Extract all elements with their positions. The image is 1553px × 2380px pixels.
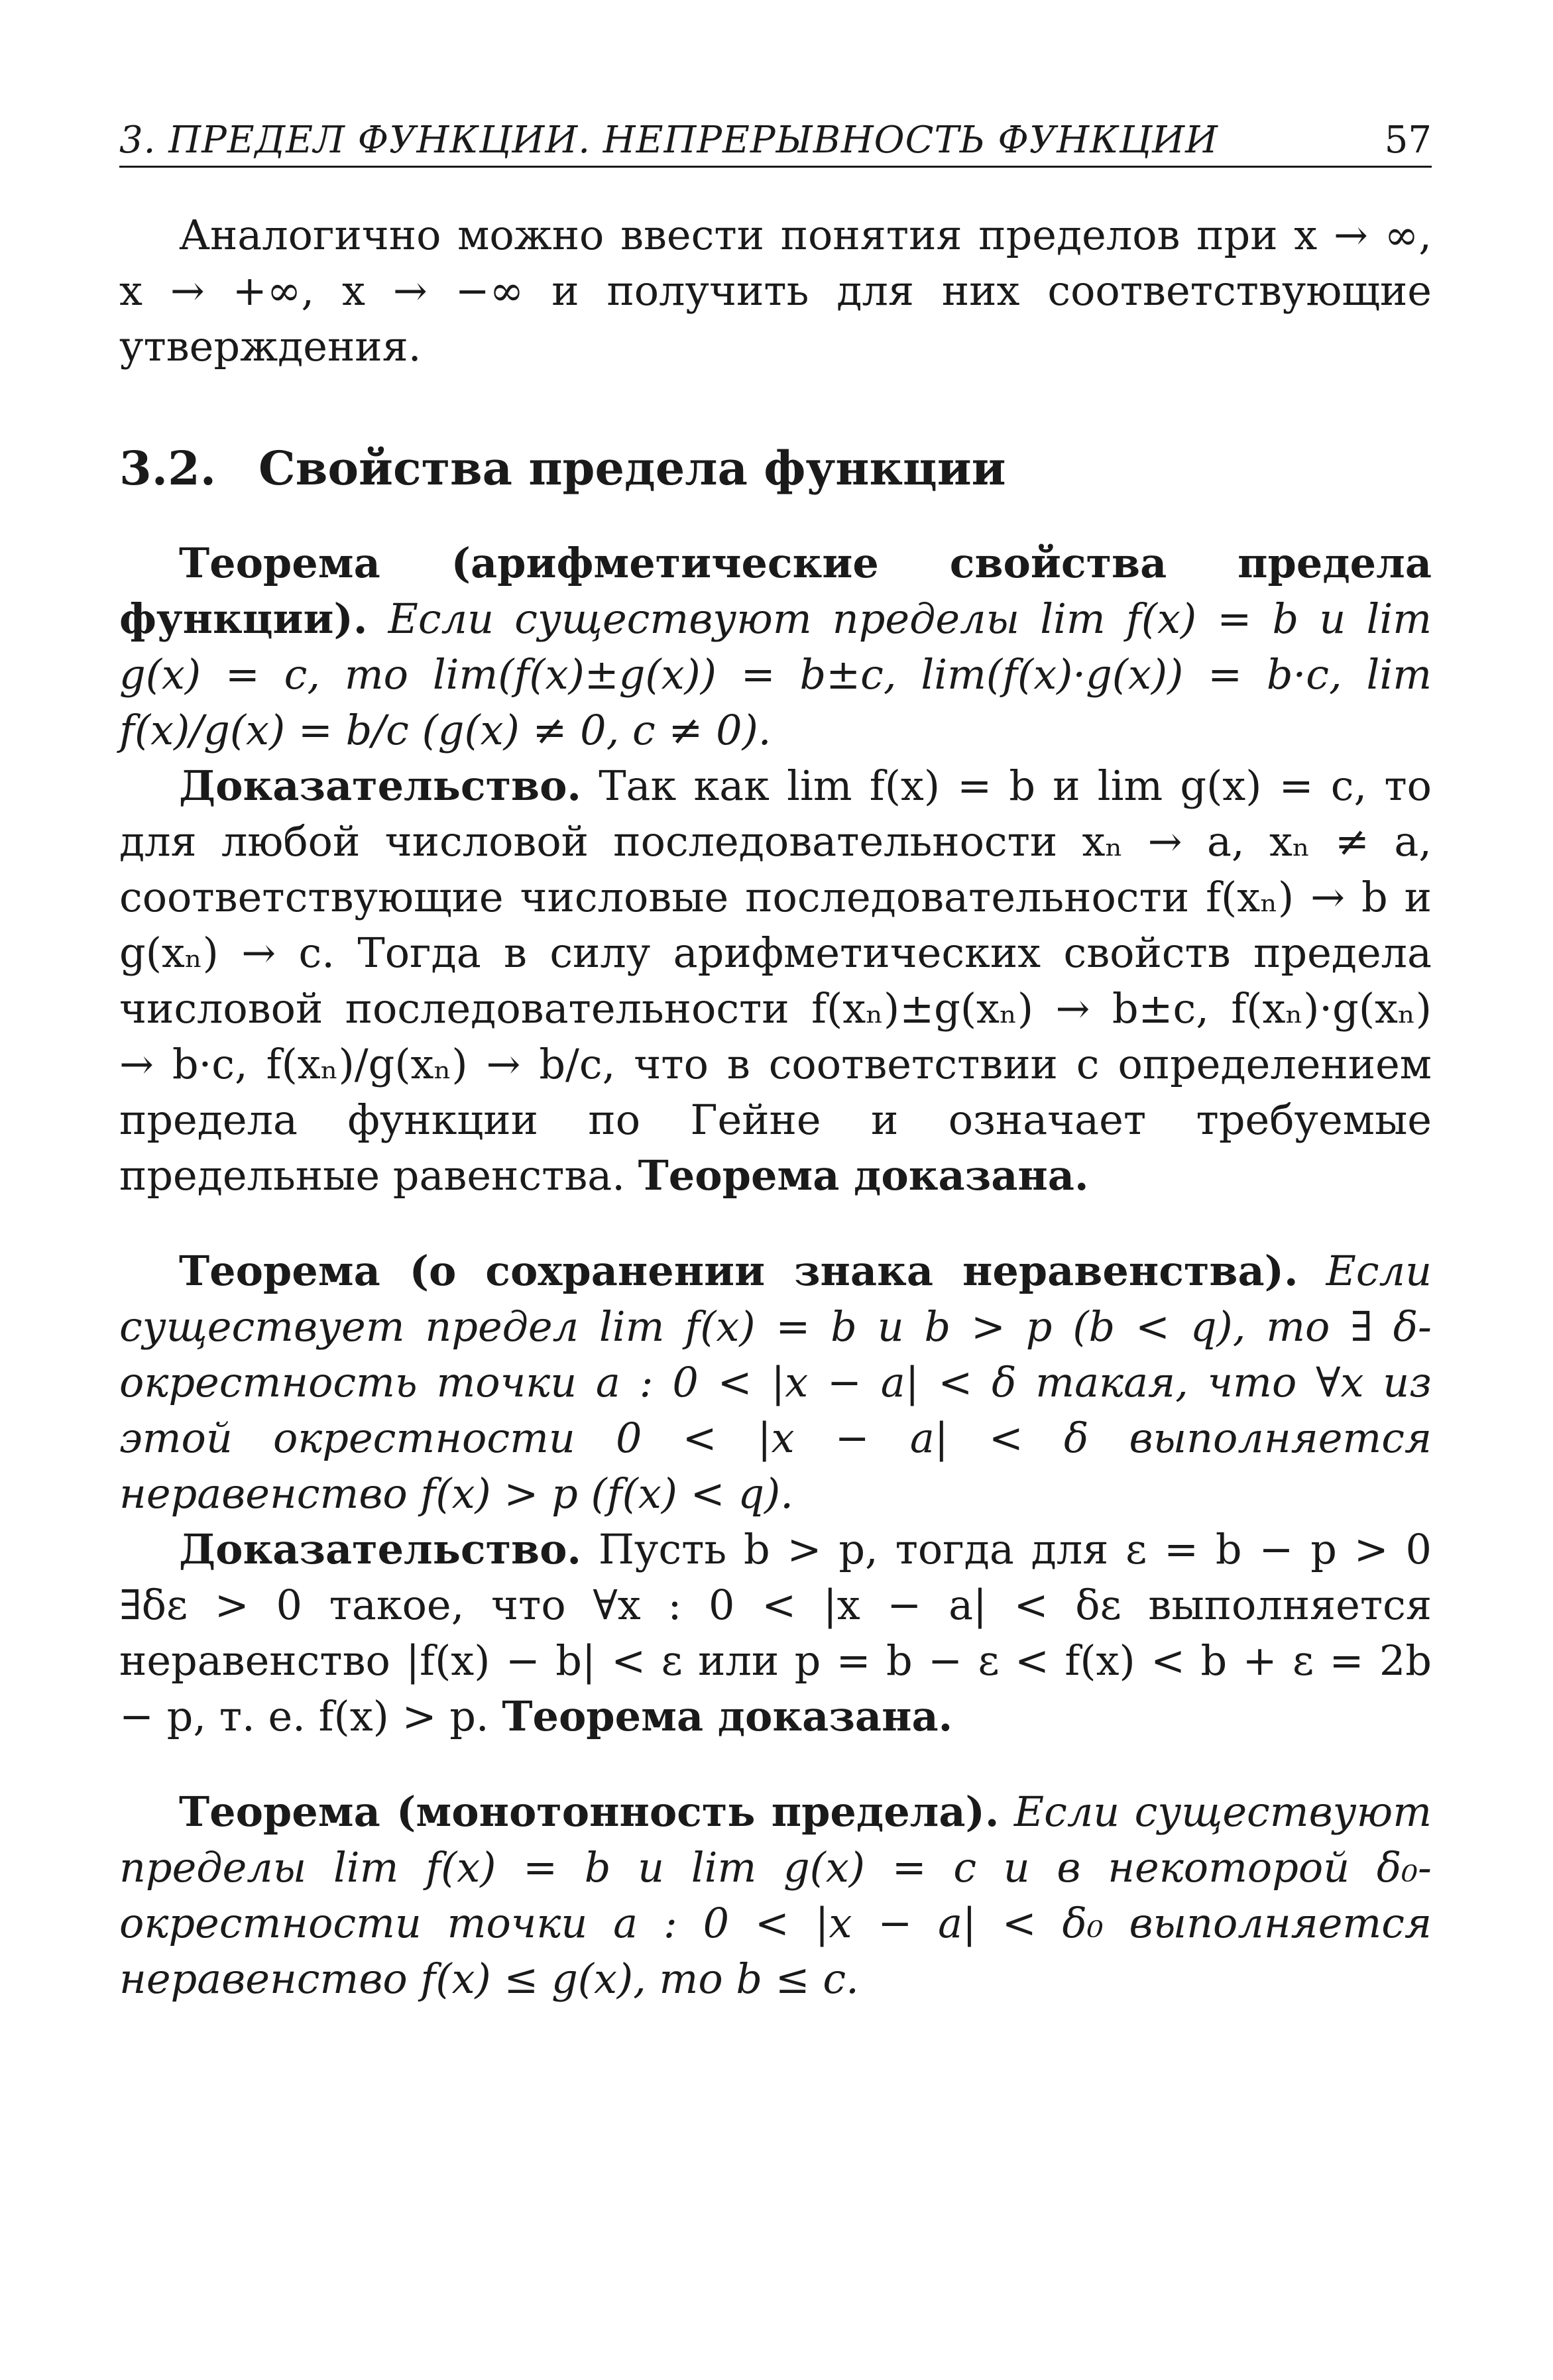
theorem-title: Теорема (арифметические свойства предела функции). bbox=[119, 539, 1432, 643]
page-header bbox=[119, 99, 1432, 168]
theorem-arithmetic bbox=[119, 536, 1432, 758]
proof-text: Пусть b > p, тогда для ε = b − p > 0 ∃δε > 0 такое, что ∀x : 0 < |x − a| < δε выполняется неравенство |f(x) − b| < ε или p = b − ε < f(x) < b + ε = 2b − p, т. е. f(x) > p. bbox=[119, 1525, 1432, 1740]
section-title: Свойства предела функции bbox=[259, 441, 1006, 496]
proof-end: Теорема доказана. bbox=[638, 1151, 1089, 1200]
theorem-monotonicity bbox=[119, 1784, 1432, 2007]
theorem-title: Теорема (о сохранении знака неравенства). bbox=[179, 1247, 1298, 1295]
section-number: 3.2. bbox=[119, 441, 217, 496]
theorem-title: Теорема (монотонность предела). bbox=[179, 1787, 1000, 1836]
theorem-sign-preservation bbox=[119, 1243, 1432, 1522]
theorem-statement: Если существует предел lim f(x) = b и b > p (b < q), то ∃ δ-окрестность точки a : 0 < |x − a| < δ такая, что ∀x из этой окрестности 0 < |x − a| < δ выполняется неравенство f(x) > p (f(x) < q). bbox=[119, 1247, 1432, 1518]
theorem-statement: Если существуют пределы lim f(x) = b и lim g(x) = c и в некоторой δ₀-окрестности точки a : 0 < |x − a| < δ₀ выполняется неравенство f(x) ≤ g(x), то b ≤ c. bbox=[119, 1787, 1432, 2003]
proof-text: Так как lim f(x) = b и lim g(x) = c, то для любой числовой последовательности xₙ → a, xₙ ≠ a, соответствующие числовые последовательности f(xₙ) → b и g(xₙ) → c. Тогда в силу арифметических свойств предела числовой последовательности f(xₙ)±g(xₙ) → b±c, f(xₙ)·g(xₙ) → b·c, f(xₙ)/g(xₙ) → b/c, что в соответствии с определением предела функции по Гейне и означает требуемые предельные равенства. bbox=[119, 762, 1432, 1200]
page-number: 57 bbox=[1384, 119, 1432, 162]
intro-paragraph: Аналогично можно ввести понятия пределов при x → ∞, x → +∞, x → −∞ и получить для них соответствующие утверждения. bbox=[119, 211, 1432, 370]
proof-label: Доказательство. bbox=[179, 762, 582, 810]
proof-end: Теорема доказана. bbox=[502, 1692, 953, 1740]
theorem-statement: Если существуют пределы lim f(x) = b и lim g(x) = c, то lim(f(x)±g(x)) = b±c, lim(f(x)·g(x)) = b·c, lim f(x)/g(x) = b/c (g(x) ≠ 0, c ≠ 0). bbox=[119, 595, 1432, 754]
proof-arithmetic bbox=[119, 758, 1432, 1204]
book-page bbox=[119, 99, 1432, 2007]
proof-sign-preservation bbox=[119, 1522, 1432, 1744]
running-title: 3. ПРЕДЕЛ ФУНКЦИИ. НЕПРЕРЫВНОСТЬ ФУНКЦИИ bbox=[119, 119, 1218, 162]
section-heading bbox=[119, 441, 1432, 496]
proof-label: Доказательство. bbox=[179, 1525, 582, 1573]
